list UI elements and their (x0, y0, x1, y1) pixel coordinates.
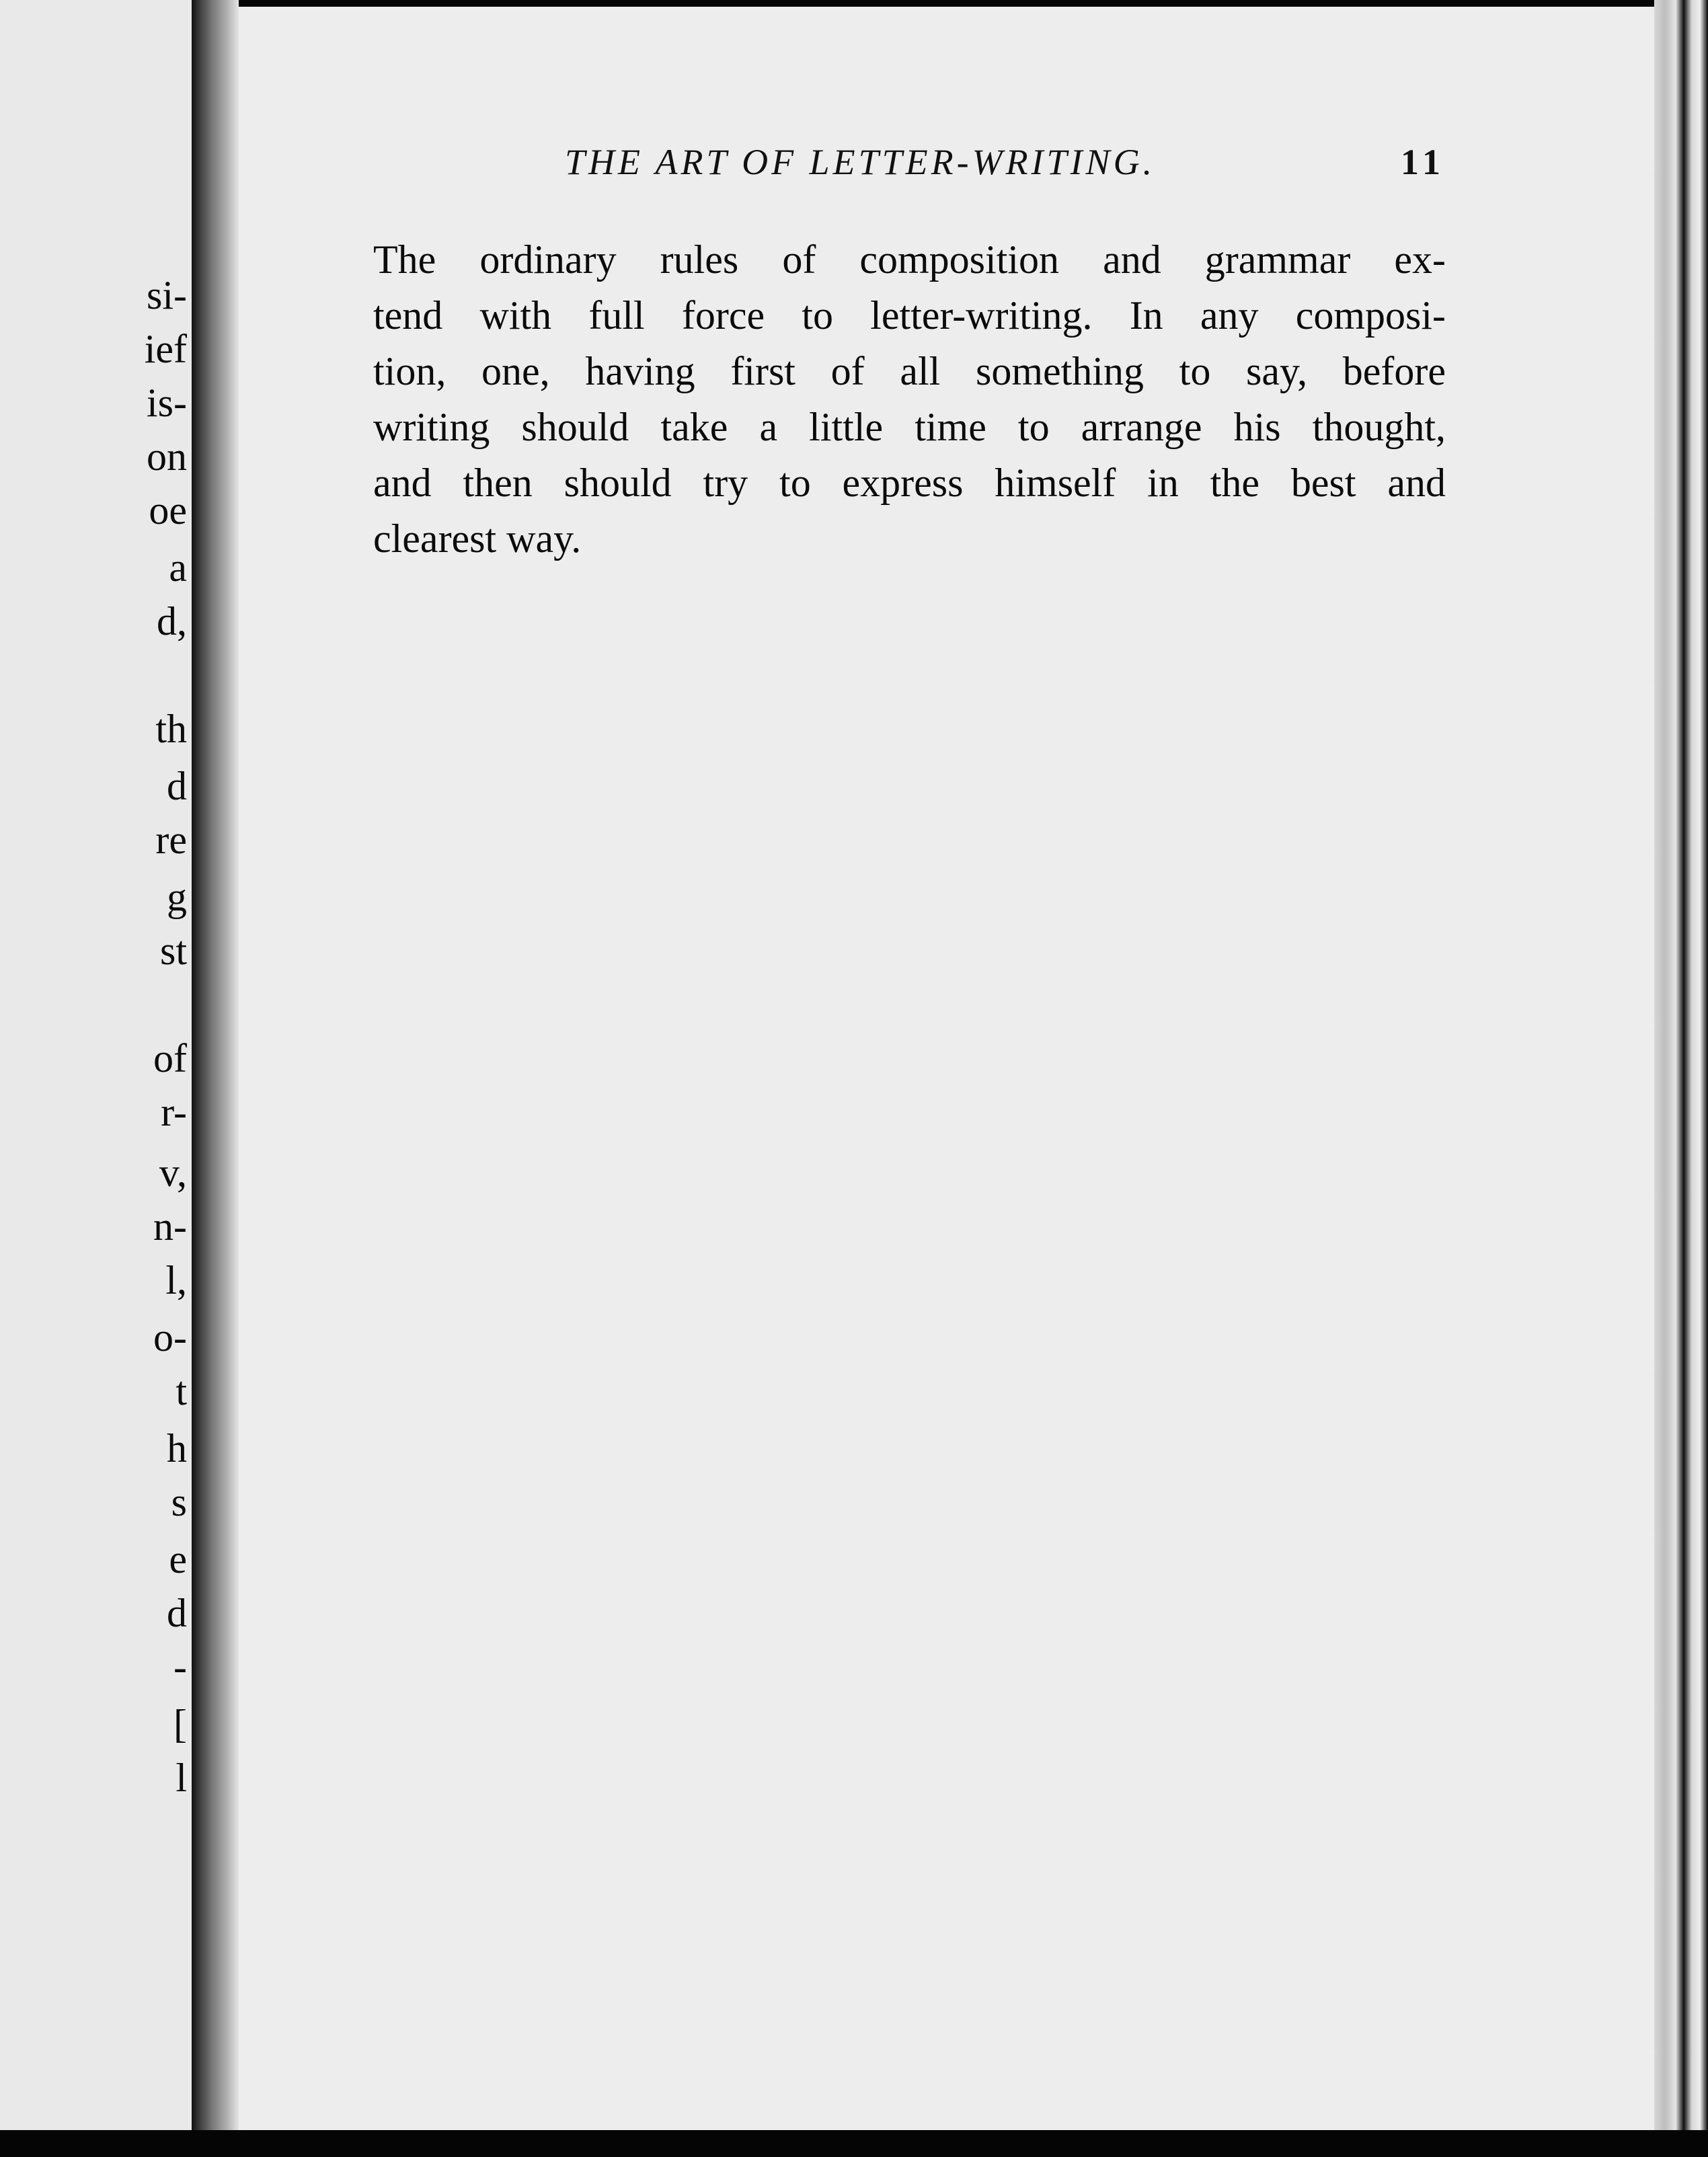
page-edge-bottom (0, 2130, 1708, 2157)
facing-page-fragment: [ (173, 1702, 187, 1746)
paragraph-line: clearest way. (373, 516, 582, 561)
facing-page-fragment: l (176, 1756, 187, 1800)
body-paragraph (373, 232, 1446, 567)
facing-page-fragment: e (169, 1537, 187, 1581)
facing-page-fragment: g (167, 875, 187, 919)
paragraph-line: writing should take a little time to arrange his thought, (373, 405, 1446, 449)
facing-page-fragment: d, (157, 599, 187, 643)
running-head-title: THE ART OF LETTER-WRITING. (565, 142, 1156, 182)
facing-page-fragment: v, (159, 1150, 187, 1195)
paragraph-line: tion, one, having first of all something to say, before (373, 349, 1446, 393)
binding-gutter (192, 0, 239, 2138)
facing-page-fragment: th (155, 707, 187, 751)
facing-page-fragment: s (171, 1480, 187, 1524)
facing-page-fragment: l, (165, 1258, 187, 1302)
facing-page-fragment: t (176, 1369, 187, 1413)
facing-page-fragment: on (147, 434, 187, 479)
paragraph-line: The ordinary rules of composition and grammar ex- (373, 237, 1446, 282)
facing-page-left (0, 0, 202, 2138)
facing-page-fragment: o- (153, 1315, 187, 1360)
facing-page-fragment: is- (147, 381, 187, 425)
facing-page-fragment: h (167, 1426, 187, 1470)
paragraph-line: tend with full force to letter-writing. In any composi- (373, 293, 1446, 338)
facing-page-fragment: n- (153, 1204, 187, 1249)
facing-page-fragment: st (159, 929, 187, 973)
page-edge-right (1654, 0, 1708, 2157)
facing-page-fragment: ief (144, 327, 187, 371)
facing-page-fragment: re (155, 818, 187, 862)
facing-page-fragment: r- (161, 1090, 187, 1134)
facing-page-fragment: a (169, 545, 187, 590)
running-head (363, 141, 1506, 188)
paragraph-line: and then should try to express himself in the best and (373, 461, 1446, 505)
page-number: 11 (1400, 142, 1446, 182)
facing-page-fragment: d (167, 764, 187, 808)
facing-page-fragment: si- (147, 273, 187, 317)
facing-page-fragment: - (173, 1645, 187, 1689)
facing-page-fragment: oe (149, 488, 187, 533)
facing-page-fragment: d (167, 1591, 187, 1635)
facing-page-fragment: of (153, 1036, 187, 1081)
facing-page-text-fragments (0, 0, 195, 2138)
